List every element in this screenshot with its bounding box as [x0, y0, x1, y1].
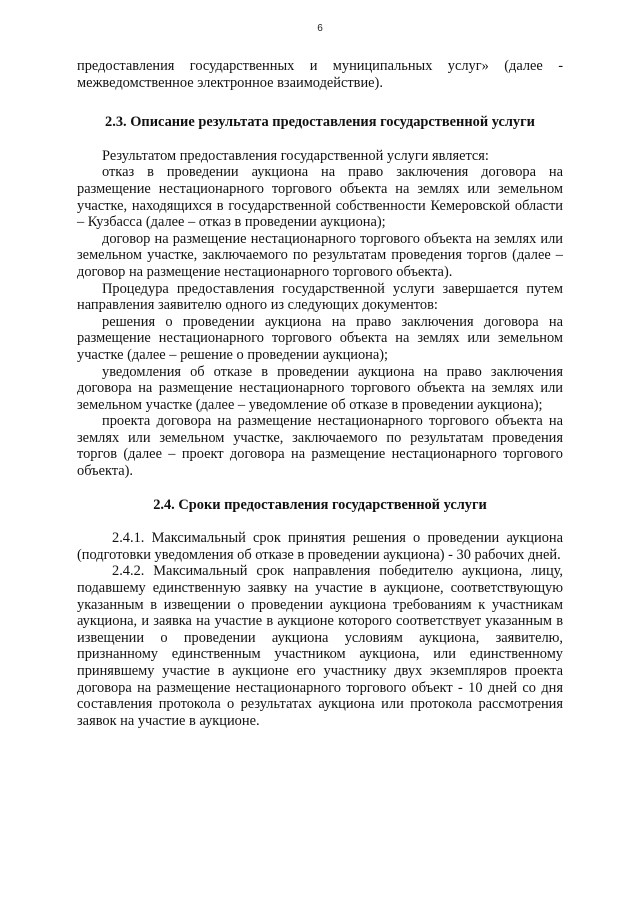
term-paragraph-2-4-1: 2.4.1. Максимальный срок принятия решения о проведении аукциона (подготовки уведомления об отказе в проведении аукциона) - 30 рабочих дней. [77, 530, 563, 563]
document-item-draft-contract: проекта договора на размещение нестационарного торгового объекта на землях или земельном участке, заключаемого по результатам проведения торгов (далее – проект договора на размещение нестационарного торгового объекта). [77, 413, 563, 480]
page-number: 6 [317, 23, 323, 34]
result-item-refusal: отказ в проведении аукциона на право заключения договора на размещение нестационарного торгового объекта на землях или земельном участке, находящихся в государственной собственности Кемеровской области – Кузбасса (далее – отказ в проведении аукциона); [77, 164, 563, 231]
document-body [77, 58, 563, 729]
procedure-paragraph: Процедура предоставления государственной услуги завершается путем направления заявителю одного из следующих документов: [77, 280, 563, 314]
document-item-refusal-notice: уведомления об отказе в проведении аукциона на право заключения договора на размещение нестационарного торгового объекта на землях или земельном участке (далее – уведомление об отказе в проведении аукциона); [77, 363, 563, 413]
intro-continuation-paragraph: предоставления государственных и муниципальных услуг» (далее - межведомственное электронное взаимодействие). [77, 58, 563, 91]
result-item-contract: договор на размещение нестационарного торгового объекта на землях или земельном участке, заключаемого по результатам проведения торгов (далее – договор на размещение нестационарного торгового объекта). [77, 230, 563, 280]
result-lead-paragraph: Результатом предоставления государственной услуги является: [102, 147, 489, 164]
section-2-4-heading: 2.4. Сроки предоставления государственной услуги [153, 496, 487, 513]
term-paragraph-2-4-2: 2.4.2. Максимальный срок направления победителю аукциона, лицу, подавшему единственную заявку на участие в аукционе, соответствующую указанным в извещении о проведении аукциона требованиям к участникам аукциона, и заявка на участие в аукционе которого соответствует указанным в извещении о проведении аукциона условиям аукциона, заявителю, признанному единственным участником аукциона, или единственному принявшему участие в аукционе его участнику двух экземпляров проекта договора на размещение нестационарного торгового объект - 10 дней со дня составления протокола о результатах аукциона или протокола рассмотрения заявок на участие в аукционе. [77, 563, 563, 729]
section-2-3-heading: 2.3. Описание результата предоставления государственной услуги [105, 114, 535, 131]
document-item-auction-decision: решения о проведении аукциона на право заключения договора на размещение нестационарного торгового объекта на землях или земельном участке (далее – решение о проведении аукциона); [77, 313, 563, 363]
